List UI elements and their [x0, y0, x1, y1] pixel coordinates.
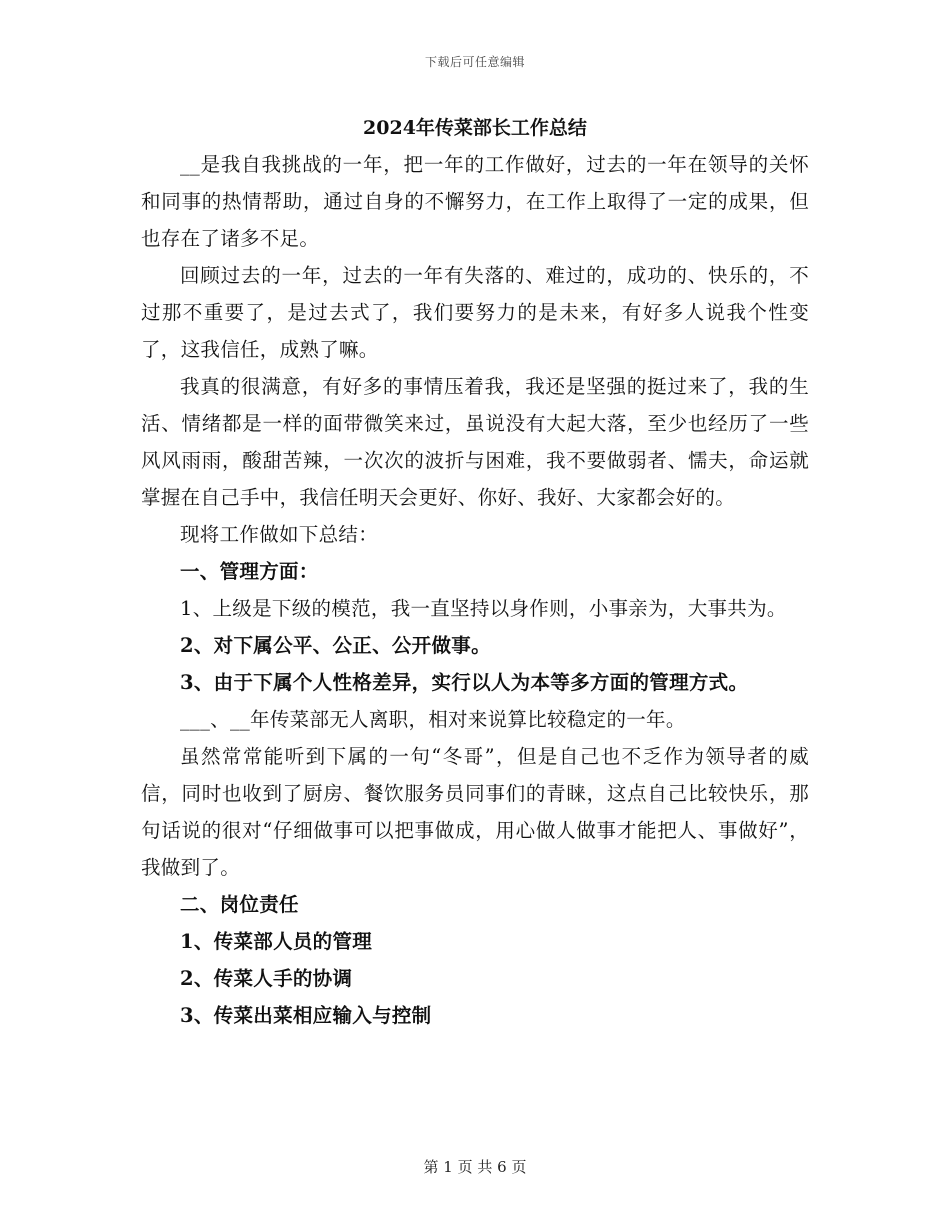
list-item-management-1: 1、上级是下级的模范，我一直坚持以身作则，小事亲为，大事共为。: [180, 597, 787, 620]
list-item-responsibility-2: 2、传菜人手的协调: [180, 967, 353, 990]
section-heading-responsibility: 二、岗位责任: [180, 893, 299, 916]
page-number: 第 1 页 共 6 页: [423, 1158, 527, 1176]
document-title: 2024年传菜部长工作总结: [363, 117, 587, 139]
paragraph-review: 回顾过去的一年，过去的一年有失落的、难过的，成功的、快乐的，不过那不重要了，是过去式了，我们要努力的是未来，有好多人说我个性变了，这我信任，成熟了嘛。: [141, 264, 809, 361]
paragraph-intro: __是我自我挑战的一年，把一年的工作做好，过去的一年在领导的关怀和同事的热情帮助，通过自身的不懈努力，在工作上取得了一定的成果，但也存在了诸多不足。: [141, 153, 809, 250]
list-item-responsibility-1: 1、传菜部人员的管理: [180, 930, 373, 953]
header-note: 下载后可任意编辑: [424, 55, 525, 69]
document-body: [141, 110, 809, 1034]
section-heading-management: 一、管理方面：: [180, 560, 319, 583]
paragraph-summary-lead: 现将工作做如下总结：: [180, 523, 379, 546]
paragraph-satisfaction: 我真的很满意，有好多的事情压着我，我还是坚强的挺过来了，我的生活、情绪都是一样的面带微笑来过，虽说没有大起大落，至少也经历了一些风风雨雨，酸甜苦辣，一次次的波折与困难，我不要做弱者、懦夫，命运就掌握在自己手中，我信任明天会更好、你好、我好、大家都会好的。: [141, 375, 809, 509]
list-item-management-2: 2、对下属公平、公正、公开做事。: [180, 634, 491, 657]
list-item-management-3: 3、由于下属个人性格差异，实行以人为本等多方面的管理方式。: [180, 671, 749, 694]
paragraph-leadership: 虽然常常能听到下属的一句“冬哥”，但是自己也不乏作为领导者的威信，同时也收到了厨房、餐饮服务员同事们的青睐，这点自己比较快乐，那句话说的很对“仔细做事可以把事做成，用心做人做事才能把人、事做好”，我做到了。: [141, 745, 809, 879]
list-item-management-4: ___、__年传菜部无人离职，相对来说算比较稳定的一年。: [180, 708, 686, 731]
list-item-responsibility-3: 3、传菜出菜相应输入与控制: [180, 1004, 432, 1027]
